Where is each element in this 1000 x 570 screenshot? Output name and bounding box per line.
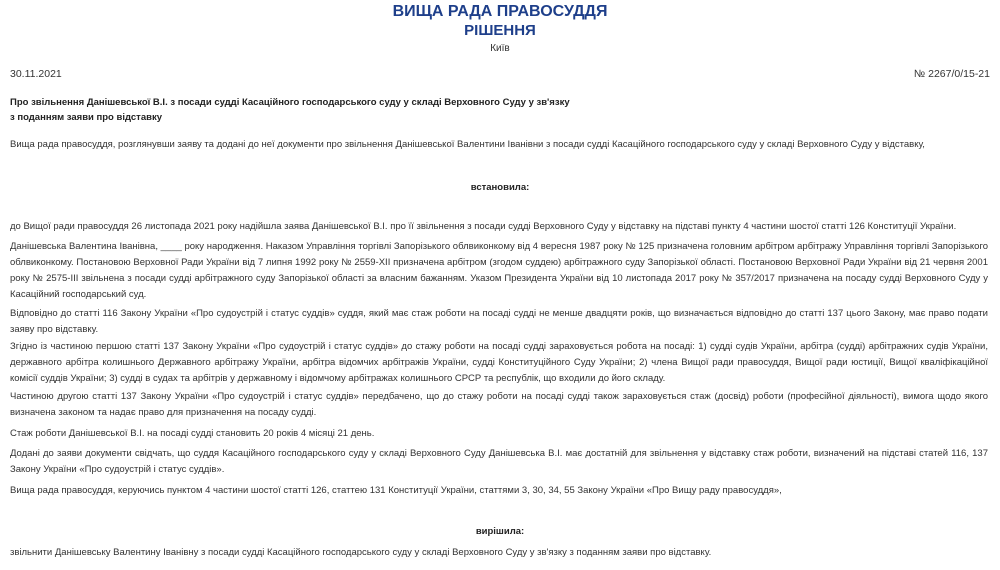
paragraph-5: Частиною другою статті 137 Закону України «Про судоустрій і статус суддів» передбачено, що до стажу роботи на посаді судді також зараховується стаж (досвід) роботи (професійної діяльності), вимога щодо якого визначена законом та надає право для призначення на посаду судді. bbox=[10, 391, 988, 418]
document-type-title: РІШЕННЯ bbox=[464, 22, 536, 39]
paragraph-3: Відповідно до статті 116 Закону України «Про судоустрій і статус суддів» суддя, який має стаж роботи на посаді судді не менше двадцяти років, що визначається відповідно до статті 137 цього Закону, має право подати заяву про відставку. bbox=[10, 308, 988, 335]
organization-title: ВИЩА РАДА ПРАВОСУДДЯ bbox=[392, 3, 608, 20]
paragraph-1: до Вищої ради правосуддя 26 листопада 2021 року надійшла заява Данішевської В.І. про її звільнення з посади судді Верховного Суду у відставку на підставі пункту 4 частини шостої статті 126 Конституції України. bbox=[10, 221, 957, 232]
document-date: 30.11.2021 bbox=[10, 68, 62, 80]
paragraph-4: Згідно із частиною першою статті 137 Закону України «Про судоустрій і статус суддів» до стажу роботи на посаді судді зараховується робота на посаді: 1) судді судів України, арбітра (судді) арбітражних судів України, державного арбітра колишнього Державного арбітражу України, арбітра відомчих арбітражів України, судді Конституційного Суду України; 2) члена Вищої ради правосуддя, Вищої ради юстиції, Вищої кваліфікаційної комісії суддів України; 3) судді в судах та арбітрів у державному і відомчому арбітражах колишнього СРСР та республік, що входили до його складу. bbox=[10, 341, 988, 384]
established-heading: встановила: bbox=[470, 182, 530, 193]
paragraph-8: Вища рада правосуддя, керуючись пунктом 4 частини шостої статті 126, статтею 131 Конституції України, статтями 3, 30, 34, 55 Закону України «Про Вищу раду правосуддя», bbox=[10, 485, 782, 496]
decision-paragraph: звільнити Данішевську Валентину Іванівну з посади судді Касаційного господарського суду у складі Верховного Суду у зв'язку з поданням заяви про відставку. bbox=[10, 547, 712, 558]
document-number: № 2267/0/15-21 bbox=[913, 68, 990, 80]
intro-paragraph: Вища рада правосуддя, розглянувши заяву та додані до неї документи про звільнення Данішевської Валентини Іванівни з посади судді Касаційного господарського суду у складі Верховного Суду у відставку, bbox=[10, 139, 925, 150]
decided-heading: вирішила: bbox=[475, 526, 525, 537]
paragraph-7: Додані до заяви документи свідчать, що суддя Касаційного господарського суду у складі Верховного Суду Данішевська В.І. має достатній для звільнення у відставку стаж роботи, визначений на підставі статей 116, 137 Закону України «Про судоустрій і статус суддів». bbox=[10, 448, 988, 475]
city-label: Київ bbox=[490, 43, 510, 54]
document-subject: Про звільнення Данішевської В.І. з посади судді Касаційного господарського суду у складі Верховного Суду у зв'язку з поданням заяви про відставку bbox=[10, 97, 570, 123]
paragraph-2: Данішевська Валентина Іванівна, ____ року народження. Наказом Управління торгівлі Запорізького облвиконкому від 4 вересня 1987 року № 125 призначена головним арбітром арбітражу Управління торгівлі Запорізького облвиконкому. Постановою Верховної Ради України від 7 липня 1992 року № 2559-XII призначена арбітром (згодом суддею) арбітражного суду Запорізької області. Постановою Верховної Ради України від 21 червня 2001 року № 2575-III звільнена з посади судді арбітражного суду Запорізької області за власним бажанням. Указом Президента України від 10 листопада 2017 року № 357/2017 призначена на посаду судді Верховного Суду у Касаційний господарський суд. bbox=[10, 241, 988, 300]
paragraph-6: Стаж роботи Данішевської В.І. на посаді судді становить 20 років 4 місяці 21 день. bbox=[10, 428, 375, 439]
